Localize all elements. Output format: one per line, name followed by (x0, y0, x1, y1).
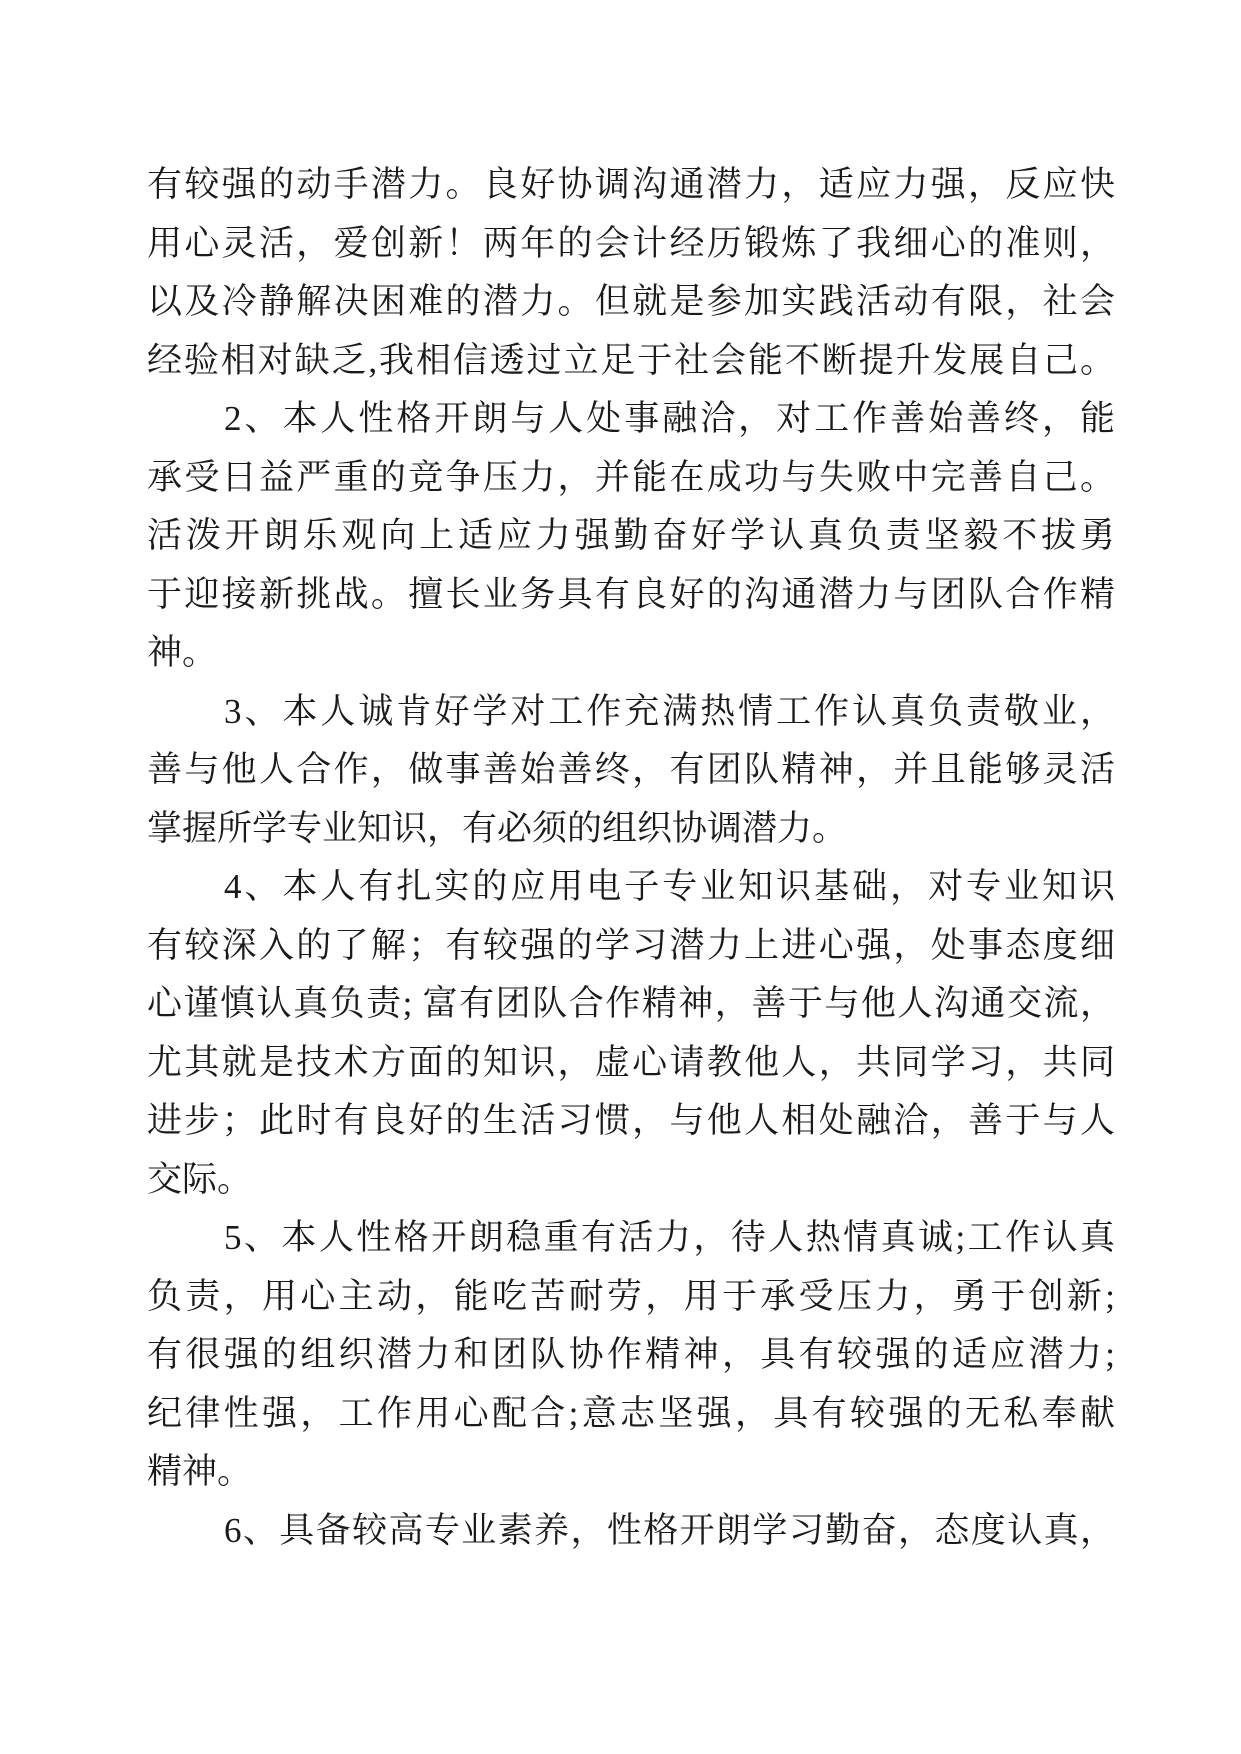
text-line: 交际。 (147, 1159, 253, 1199)
text-line: 纪律性强，工作用心配合;意志坚强，具有较强的无私奉献 (147, 1393, 1115, 1433)
text-line: 于迎接新挑战。擅长业务具有良好的沟通潜力与团队合作精 (147, 574, 1115, 614)
text-line: 活泼开朗乐观向上适应力强勤奋好学认真负责坚毅不拔勇 (147, 516, 1115, 555)
text-line: 进步；此时有良好的生活习惯，与他人相处融洽，善于与人 (147, 1101, 1115, 1140)
text-line: 精神。 (147, 1452, 253, 1491)
text-line: 3、本人诚肯好学对工作充满热情工作认真负责敬业， (224, 691, 1115, 731)
text-line: 经验相对缺乏,我相信透过立足于社会能不断提升发展自己。 (147, 340, 1115, 380)
text-line: 4、本人有扎实的应用电子专业知识基础，对专业知识 (224, 867, 1115, 906)
text-line: 有较强的动手潜力。良好协调沟通潜力，适应力强，反应快 (147, 165, 1115, 204)
paragraph (147, 683, 1115, 859)
text-line: 承受日益严重的竞争压力，并能在成功与失败中完善自己。 (147, 457, 1115, 497)
text-line: 负责，用心主动，能吃苦耐劳，用于承受压力，勇于创新; (147, 1276, 1115, 1316)
document-text-block (147, 156, 1115, 1560)
text-line: 有较深入的了解；有较强的学习潜力上进心强，处事态度细 (147, 925, 1115, 965)
text-line: 以及冷静解决困难的潜力。但就是参加实践活动有限，社会 (147, 282, 1115, 321)
paragraph (147, 1502, 1115, 1561)
text-line: 神。 (147, 633, 218, 672)
text-line: 2、本人性格开朗与人处事融洽，对工作善始善终，能 (224, 399, 1115, 438)
text-line: 尤其就是技术方面的知识，虚心请教他人，共同学习，共同 (147, 1042, 1115, 1082)
text-line: 心谨慎认真负责; 富有团队合作精神，善于与他人沟通交流， (147, 984, 1115, 1023)
text-line: 掌握所学专业知识，有必须的组织协调潜力。 (147, 808, 848, 848)
paragraph (147, 858, 1115, 1209)
paragraph (147, 390, 1115, 683)
text-line: 5、本人性格开朗稳重有活力，待人热情真诚;工作认真 (224, 1218, 1115, 1257)
text-line: 用心灵活，爱创新！两年的会计经历锻炼了我细心的准则， (147, 223, 1115, 263)
paragraph (147, 1209, 1115, 1502)
text-line: 6、具备较高专业素养，性格开朗学习勤奋，态度认真， (224, 1510, 1115, 1550)
paragraph (147, 156, 1115, 390)
text-line: 有很强的组织潜力和团队协作精神，具有较强的适应潜力; (147, 1335, 1115, 1374)
text-line: 善与他人合作，做事善始善终，有团队精神，并且能够灵活 (147, 750, 1115, 789)
